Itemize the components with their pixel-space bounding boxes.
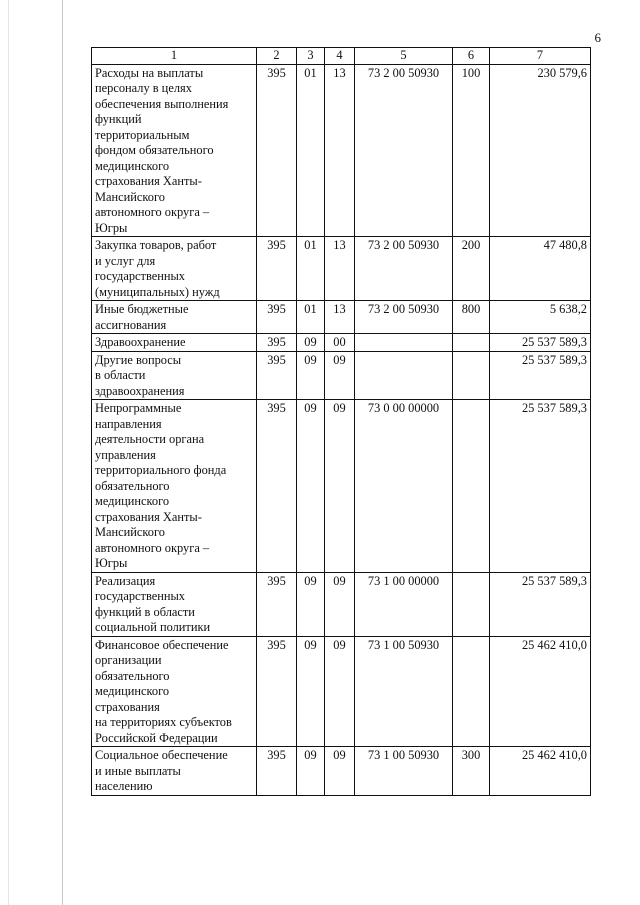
row-name-line: организации: [95, 653, 162, 667]
table-row: [92, 351, 591, 400]
section-cell: 01: [297, 301, 325, 334]
row-name-line: Российской Федерации: [95, 730, 218, 745]
target-article-cell: 73 1 00 00000: [355, 572, 453, 636]
expense-type-cell: [453, 351, 490, 400]
row-name-cell: [92, 334, 257, 352]
row-name-line: (муниципальных) нужд: [95, 284, 220, 299]
expense-type-cell: 300: [453, 747, 490, 796]
expense-type-cell: 800: [453, 301, 490, 334]
target-article-cell: 73 2 00 50930: [355, 301, 453, 334]
row-name-line: здравоохранения: [95, 383, 185, 398]
row-name-line: Реализация: [95, 573, 156, 588]
row-name-line: Социальное обеспечение: [95, 748, 228, 762]
row-name-line: страхования Ханты-: [95, 509, 202, 524]
amount-cell: 25 537 589,3: [490, 400, 591, 573]
amount-cell: 5 638,2: [490, 301, 591, 334]
row-name-line: Закупка товаров, работ: [95, 238, 217, 252]
grbs-cell: 395: [257, 351, 297, 400]
page-number: 6: [594, 30, 601, 45]
row-name-cell: [92, 400, 257, 573]
row-name-cell: [92, 572, 257, 636]
row-name-line: социальной политики: [95, 620, 211, 634]
subsection-cell: 09: [325, 636, 355, 747]
row-name-line: обязательного: [95, 478, 170, 493]
row-name-line: в области: [95, 368, 146, 382]
target-article-cell: 73 0 00 00000: [355, 400, 453, 573]
row-name-line: Финансовое обеспечение: [95, 637, 229, 652]
subsection-cell: 09: [325, 351, 355, 400]
target-article-cell: 73 1 00 50930: [355, 747, 453, 796]
grbs-cell: 395: [257, 334, 297, 352]
subsection-cell: 09: [325, 747, 355, 796]
grbs-cell: 395: [257, 400, 297, 573]
row-name-line: персоналу в целях: [95, 81, 192, 95]
row-name-line: на территориях субъектов: [95, 715, 232, 729]
expense-type-cell: [453, 400, 490, 573]
expense-type-cell: [453, 334, 490, 352]
section-cell: 09: [297, 636, 325, 747]
row-name-cell: [92, 351, 257, 400]
expense-type-cell: [453, 572, 490, 636]
row-name-line: государственных: [95, 589, 186, 603]
subsection-cell: 09: [325, 400, 355, 573]
table-row: [92, 636, 591, 747]
column-header: 2: [257, 48, 297, 65]
grbs-cell: 395: [257, 237, 297, 301]
row-name-line: функций в области: [95, 604, 195, 619]
grbs-cell: 395: [257, 64, 297, 237]
amount-cell: 25 462 410,0: [490, 747, 591, 796]
row-name-line: и иные выплаты: [95, 763, 181, 778]
column-header: 3: [297, 48, 325, 65]
subsection-cell: 13: [325, 64, 355, 237]
target-article-cell: 73 2 00 50930: [355, 237, 453, 301]
target-article-cell: [355, 334, 453, 352]
expense-type-cell: 200: [453, 237, 490, 301]
row-name-line: Югры: [95, 556, 128, 570]
expense-type-cell: [453, 636, 490, 747]
row-name-line: государственных: [95, 269, 186, 283]
column-header: 6: [453, 48, 490, 65]
table-row: [92, 400, 591, 573]
row-name-line: Мансийского: [95, 525, 165, 539]
grbs-cell: 395: [257, 636, 297, 747]
row-name-line: Иные бюджетные: [95, 302, 189, 316]
row-name-line: обязательного: [95, 668, 170, 683]
subsection-cell: 00: [325, 334, 355, 352]
budget-table: [91, 47, 591, 796]
table-row: [92, 237, 591, 301]
binding-margin-line: [62, 0, 63, 905]
column-header: 4: [325, 48, 355, 65]
amount-cell: 47 480,8: [490, 237, 591, 301]
row-name-line: направления: [95, 416, 162, 431]
table-row: [92, 301, 591, 334]
row-name-line: Другие вопросы: [95, 352, 182, 367]
subsection-cell: 13: [325, 301, 355, 334]
grbs-cell: 395: [257, 572, 297, 636]
row-name-line: Здравоохранение: [95, 335, 186, 349]
amount-cell: 25 537 589,3: [490, 334, 591, 352]
row-name-line: Непрограммные: [95, 401, 182, 415]
target-article-cell: 73 2 00 50930: [355, 64, 453, 237]
row-name-line: Расходы на выплаты: [95, 65, 204, 80]
section-cell: 01: [297, 64, 325, 237]
amount-cell: 25 537 589,3: [490, 572, 591, 636]
grbs-cell: 395: [257, 301, 297, 334]
row-name-cell: [92, 301, 257, 334]
subsection-cell: 09: [325, 572, 355, 636]
row-name-line: Югры: [95, 220, 128, 235]
row-name-line: территориального фонда: [95, 463, 227, 477]
section-cell: 01: [297, 237, 325, 301]
row-name-line: страхования: [95, 699, 160, 714]
row-name-line: медицинского: [95, 158, 170, 173]
section-cell: 09: [297, 400, 325, 573]
section-cell: 09: [297, 572, 325, 636]
table-row: [92, 334, 591, 352]
row-name-line: функций: [95, 112, 142, 126]
row-name-cell: [92, 636, 257, 747]
amount-cell: 25 537 589,3: [490, 351, 591, 400]
section-cell: 09: [297, 351, 325, 400]
row-name-line: фондом обязательного: [95, 143, 214, 157]
row-name-line: ассигнования: [95, 317, 167, 332]
amount-cell: 25 462 410,0: [490, 636, 591, 747]
row-name-cell: [92, 747, 257, 796]
row-name-line: медицинского: [95, 494, 170, 508]
row-name-line: деятельности органа: [95, 432, 205, 446]
table-header-row: [92, 48, 591, 65]
target-article-cell: 73 1 00 50930: [355, 636, 453, 747]
column-header: 1: [92, 48, 257, 65]
table-row: [92, 572, 591, 636]
row-name-line: Мансийского: [95, 189, 165, 204]
row-name-line: страхования Ханты-: [95, 174, 202, 188]
subsection-cell: 13: [325, 237, 355, 301]
target-article-cell: [355, 351, 453, 400]
row-name-cell: [92, 64, 257, 237]
row-name-cell: [92, 237, 257, 301]
row-name-line: автономного округа –: [95, 205, 210, 219]
table-row: [92, 64, 591, 237]
row-name-line: автономного округа –: [95, 540, 210, 555]
section-cell: 09: [297, 334, 325, 352]
section-cell: 09: [297, 747, 325, 796]
row-name-line: медицинского: [95, 684, 170, 698]
grbs-cell: 395: [257, 747, 297, 796]
row-name-line: обеспечения выполнения: [95, 96, 229, 111]
column-header: 5: [355, 48, 453, 65]
table-row: [92, 747, 591, 796]
amount-cell: 230 579,6: [490, 64, 591, 237]
column-header: 7: [490, 48, 591, 65]
row-name-line: и услуг для: [95, 253, 156, 268]
scan-edge-line: [8, 0, 9, 905]
row-name-line: управления: [95, 447, 156, 462]
expense-type-cell: 100: [453, 64, 490, 237]
row-name-line: населению: [95, 779, 153, 793]
row-name-line: территориальным: [95, 127, 190, 142]
